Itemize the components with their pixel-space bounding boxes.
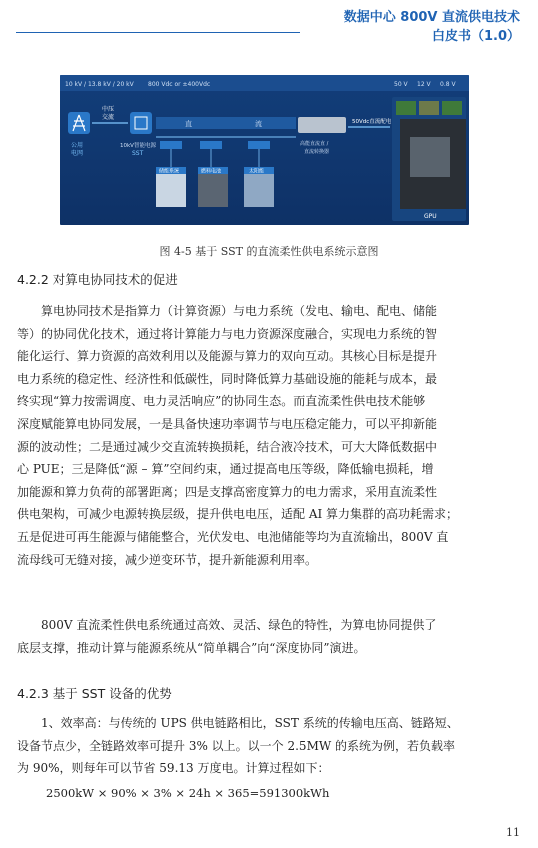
section-heading-4-2-2: 4.2.2 对算电协同技术的促进 [17,272,178,287]
text-line: 为 90%，则每年可以节省 59.13 万度电。计算过程如下： [17,761,330,776]
paragraph-4-2-3-1 [17,712,517,780]
text-line: 供电架构，可减少电源转换层级，提升供电电压，适配 AI 算力集群的高功耗需求； [17,507,459,522]
text-line: 流母线可无缝对接，减少逆变环节，提升新能源利用率。 [17,552,318,567]
text-line: 心 PUE；三是降低“源 – 算”空间约束，通过提高电压等级，降低输电损耗，增 [17,462,434,477]
fig-label-top-mid: 800 Vdc or ±400Vdc [148,81,211,88]
text-line: 能化运行、算力资源的高效利用以及能源与算力的双向互动。其核心目标是提升 [17,349,438,364]
fig-label-top-left: 10 kV / 13.8 kV / 20 kV [65,81,134,88]
paragraph-4-2-2-1 [17,300,517,571]
sst-system-figure [60,75,469,225]
text-line: 深度赋能算电协同发展，一是具备快速功率调节与电压稳定能力，可以平抑新能 [17,416,438,431]
sst-icon [130,112,152,134]
fig-label-12v: 12 V [417,81,431,88]
text-line: 源的波动性；二是通过减少交直流转换损耗，结合液冷技术，可大大降低数据中 [17,439,438,454]
text-line: 800V 直流柔性供电系统通过高效、灵活、绿色的特性，为算电协同提供了 [41,618,437,632]
page-number: 11 [506,826,520,839]
fig-label-grid-1: 公用 [71,142,84,149]
psu-board-2 [419,101,439,115]
fig-label-ac-1: 中压 [102,106,115,113]
paragraph-4-2-2-2 [17,614,517,659]
fig-dc-block-2 [200,141,222,149]
figure-caption: 图 4-5 基于 SST 的直流柔性供电系统示意图 [159,245,379,258]
section-heading-4-2-3: 4.2.3 基于 SST 设备的优势 [17,686,172,701]
fig-label-dcdc-1: 高能直流直 / [300,141,329,147]
figure-diagram [60,75,469,225]
text-line: 电力系统的稳定性、经济性和低碳性，同时降低算力基础设施的能耗与成本，最 [17,371,438,386]
fig-label-storage: 储能系统 [159,168,180,175]
fig-label-solar: 太阳能 [249,168,265,175]
header-title-line2: 白皮书（1.0） [431,29,520,44]
gpu-chip [410,137,450,177]
fig-label-fuel: 燃料电池 [201,168,222,175]
text-line: 底层支撑，推动计算与能源系统从“简单耦合”向“深度协同”演进。 [17,640,366,655]
calculation-formula: 2500kW × 90% × 3% × 24h × 365=591300kWh [46,786,330,800]
fig-label-08v: 0.8 V [440,81,456,88]
fig-label-sst-1: 10kV智能电源 [120,143,156,149]
text-line: 等）的协同优化技术，通过将计算能力与电力资源深度融合，实现电力系统的智 [17,326,438,341]
fig-label-flow: 流 [255,120,262,128]
fig-dc-block-1 [160,141,182,149]
fig-dc-bus [156,117,296,129]
header-title-line1: 数据中心 800V 直流供电技术 [343,10,520,25]
text-line: 终实现“算力按需调度、电力灵活响应”的协同生态。而直流柔性供电技术能够 [17,394,426,409]
text-line: 五是促进可再生能源与储能整合，光伏发电、电池储能等均为直流输出，800V 直 [17,529,449,544]
psu-board-1 [396,101,416,115]
dcdc-converter-image [298,117,346,133]
fig-label-gpu: GPU [424,213,437,220]
header-title [344,8,520,46]
fig-label-50v: 50 V [394,81,408,88]
header-rule [16,32,300,33]
text-line: 加能源和算力负荷的部署距离；四是支撑高密度算力的电力需求，采用直流柔性 [17,484,438,499]
fig-label-ac-2: 交流 [102,114,115,121]
fig-label-direct: 直 [185,120,192,128]
fig-label-dcdc-2: 直流转换器 [304,149,330,155]
text-line: 算电协同技术是指算力（计算资源）与电力系统（发电、输电、配电、储能 [41,304,438,318]
fig-label-grid-2: 电网 [71,150,84,157]
fig-label-dist: 50Vdc直流配电 [352,119,392,125]
psu-board-3 [442,101,462,115]
fig-dc-block-3 [248,141,270,149]
tower-icon [68,112,90,134]
text-line: 1、效率高：与传统的 UPS 供电链路相比，SST 系统的传输电压高、链路短、 [41,716,459,730]
fig-label-sst-2: SST [132,150,144,157]
text-line: 设备节点少，全链路效率可提升 3% 以上。以一个 2.5MW 的系统为例，若负载率 [17,738,456,753]
